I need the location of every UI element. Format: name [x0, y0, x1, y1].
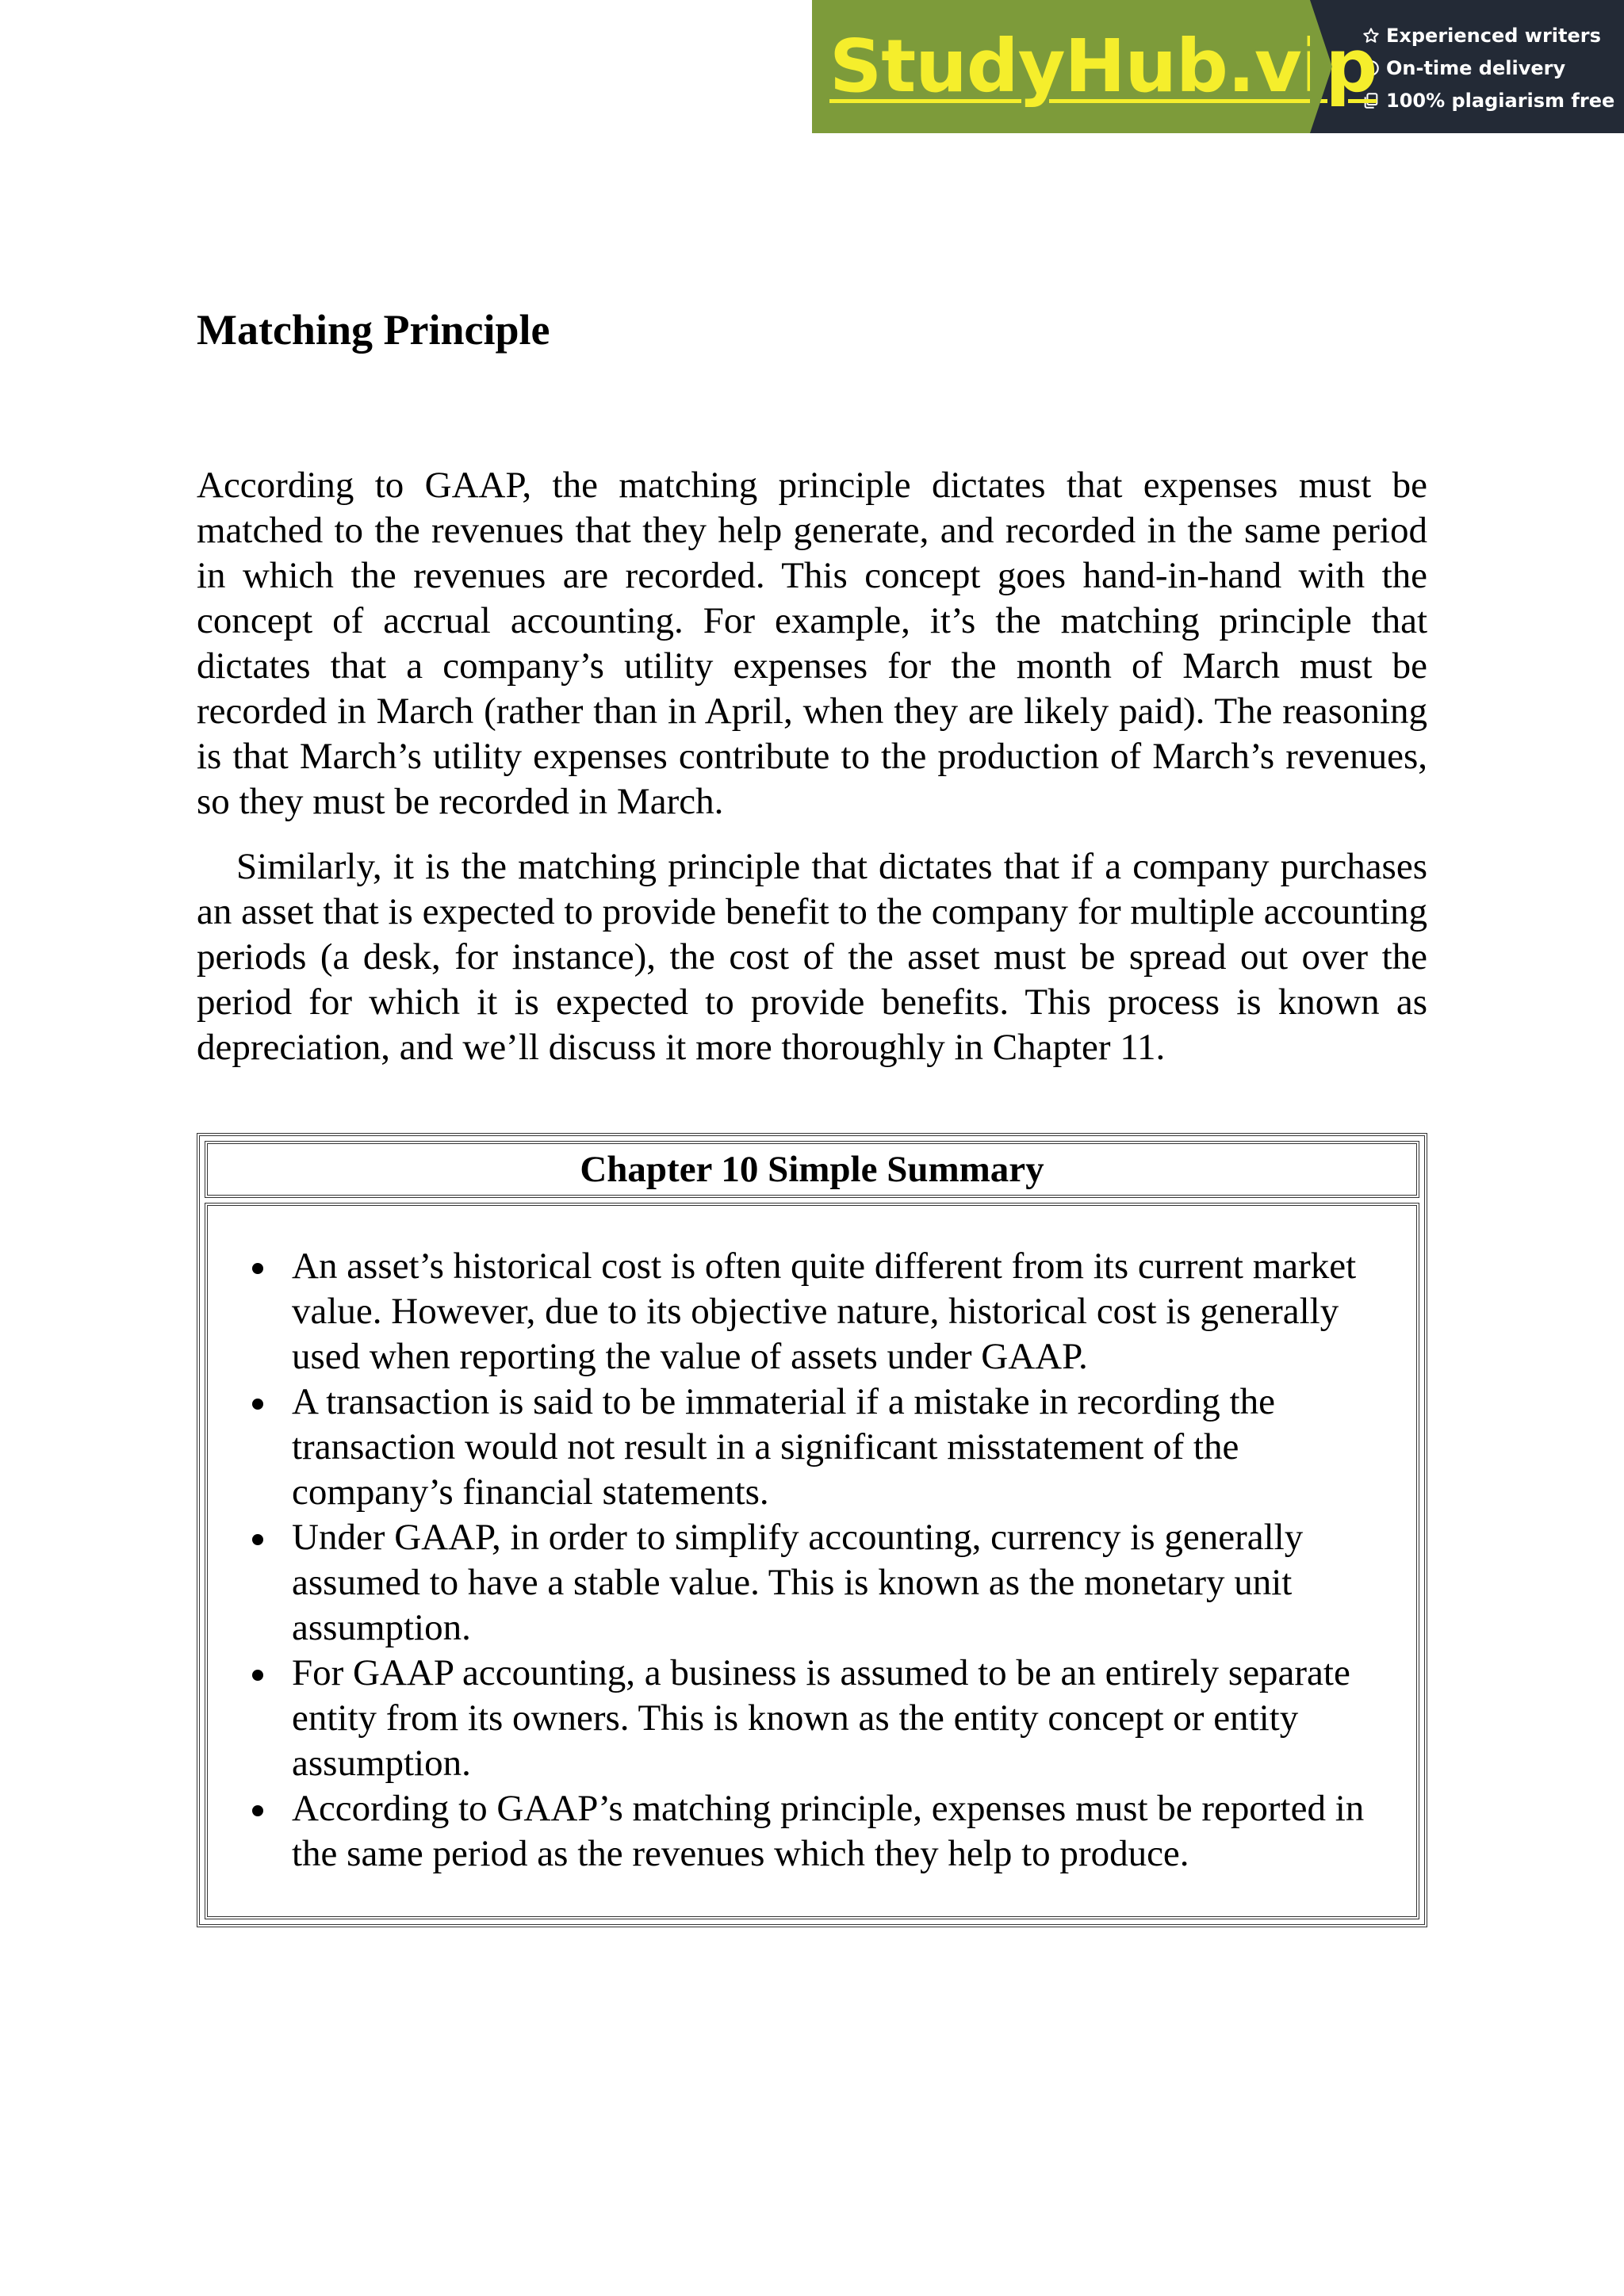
- bullet-icon: [252, 1805, 263, 1816]
- feature-experienced-writers: [1361, 19, 1624, 52]
- summary-item: [252, 1244, 1388, 1380]
- chapter-summary-box: [197, 1133, 1427, 1927]
- studyhub-logo[interactable]: [812, 0, 1377, 133]
- feature-label: Experienced writers: [1386, 24, 1601, 47]
- summary-title: Chapter 10 Simple Summary: [580, 1149, 1044, 1190]
- bullet-icon: [252, 1534, 263, 1545]
- summary-body: [205, 1203, 1419, 1919]
- feature-label: On-time delivery: [1386, 56, 1566, 79]
- paragraph: Similarly, it is the matching principle that dictates that if a company purchases an asset that is expected to provide benefit to the company for multiple accounting periods (a desk, for instance), the cost of the asset must be spread out over the period for which it is expected to provide benefits. This process is known as depreciation, and we’ll discuss it more thoroughly in Chapter 11.: [197, 846, 1427, 1068]
- promo-banner[interactable]: [812, 0, 1624, 133]
- summary-item-text: According to GAAP’s matching principle, expenses must be reported in the same period as the revenues which they help to produce.: [292, 1788, 1365, 1874]
- summary-item-text: A transaction is said to be immaterial if a mistake in recording the transaction would not result in a significant misstatement of the company’s financial statements.: [292, 1381, 1275, 1513]
- paragraph: According to GAAP, the matching principle dictates that expenses must be matched to the revenues that they help generate, and recorded in the same period in which the revenues are recorded. This concept goes hand-in-hand with the concept of accrual accounting. For example, it’s the matching principle that dictates that a company’s utility expenses for the month of March must be recorded in March (rather than in April, when they are likely paid). The reasoning is that March’s utility expenses contribute to the production of March’s revenues, so they must be recorded in March.: [197, 465, 1427, 822]
- summary-item: [252, 1515, 1388, 1651]
- section-heading: Matching Principle: [197, 306, 550, 354]
- summary-item: [252, 1786, 1388, 1877]
- logo-text: StudyHub.vip: [829, 24, 1377, 109]
- summary-item: [252, 1380, 1388, 1515]
- feature-on-time-delivery: [1361, 52, 1624, 84]
- bullet-icon: [252, 1263, 263, 1274]
- summary-item-text: For GAAP accounting, a business is assumed to be an entirely separate entity from its owners. This is known as the entity concept or entity assumption.: [292, 1652, 1350, 1784]
- summary-item: [252, 1651, 1388, 1786]
- bullet-icon: [252, 1399, 263, 1410]
- feature-label: 100% plagiarism free: [1386, 89, 1615, 112]
- bullet-icon: [252, 1670, 263, 1681]
- summary-header: [205, 1141, 1419, 1198]
- summary-list: [252, 1244, 1388, 1877]
- feature-plagiarism-free: [1361, 84, 1624, 117]
- summary-item-text: Under GAAP, in order to simplify accounting, currency is generally assumed to have a stable value. This is known as the monetary unit assumption.: [292, 1517, 1304, 1648]
- summary-item-text: An asset’s historical cost is often quite different from its current market value. However, due to its objective nature, historical cost is generally used when reporting the value of assets under GAAP.: [292, 1246, 1357, 1377]
